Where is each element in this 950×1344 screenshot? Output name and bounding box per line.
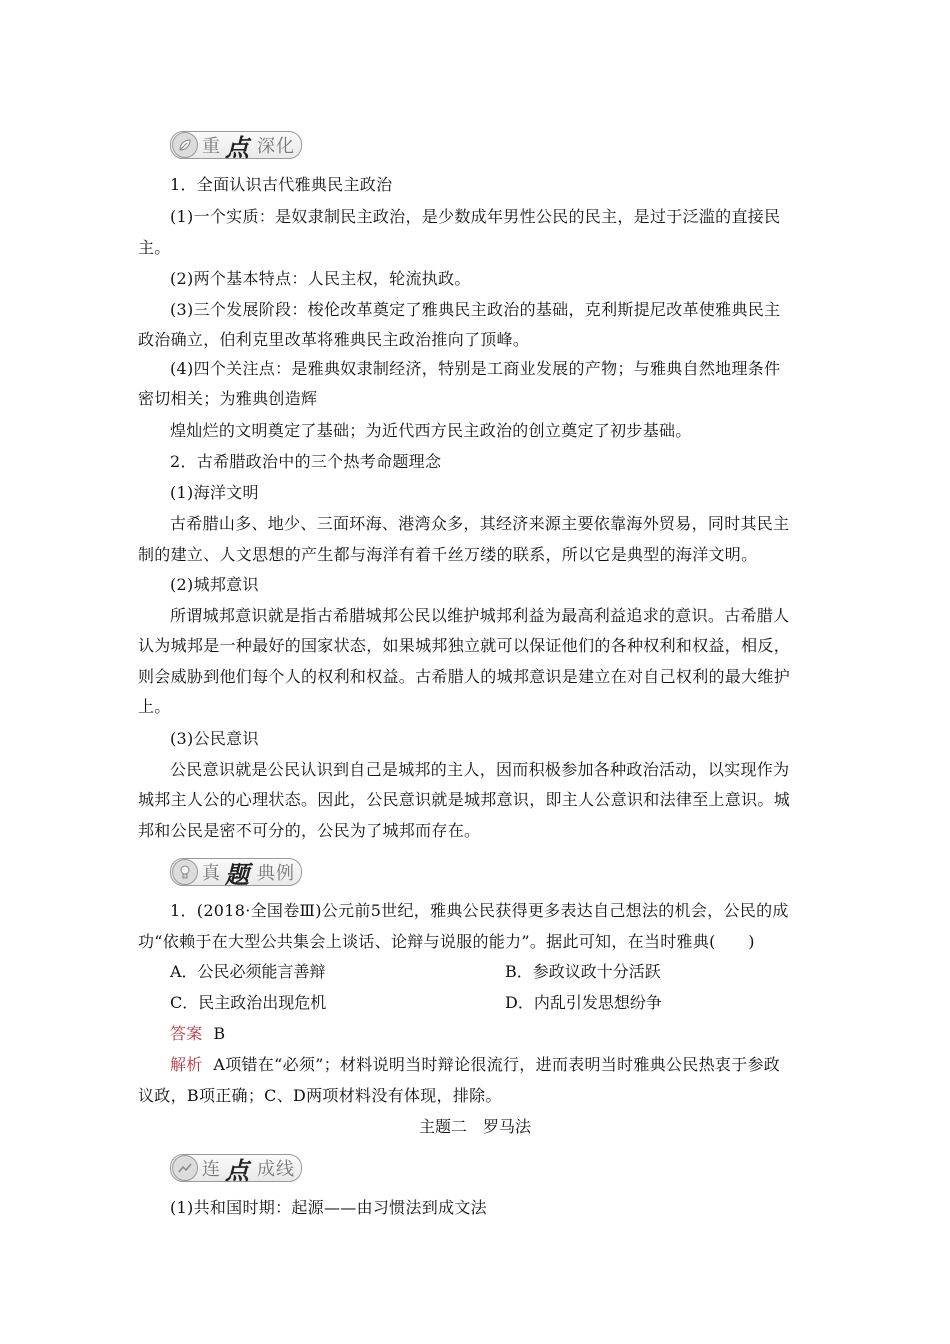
option-b: B．参政议政十分活跃 — [505, 962, 661, 981]
paragraph: 议政，B项正确；C、D两项材料没有体现，排除。 — [138, 1086, 502, 1105]
section-header-bold: 点 — [225, 132, 249, 162]
paragraph: 古希腊山多、地少、三面环海、港湾众多，其经济来源主要依靠海外贸易，同时其民主 — [170, 514, 790, 533]
paragraph: 制的建立、人文思想的产生都与海洋有着千丝万缕的联系，所以它是典型的海洋文明。 — [138, 545, 758, 564]
paragraph: 密切相关；为雅典创造辉 — [138, 389, 318, 408]
question-stem: 1．(2018·全国卷Ⅲ)公元前5世纪，雅典公民获得更多表达自己想法的机会，公民的成 — [170, 901, 789, 920]
paragraph: (4)四个关注点：是雅典奴隶制经济，特别是工商业发展的产物；与雅典自然地理条件 — [170, 359, 781, 378]
paragraph: 煌灿烂的文明奠定了基础；为近代西方民主政治的创立奠定了初步基础。 — [170, 421, 692, 440]
paragraph: 上。 — [138, 697, 171, 716]
paragraph: 所谓城邦意识就是指古希腊城邦公民以维护城邦利益为最高利益追求的意识。古希腊人 — [170, 606, 790, 625]
paragraph: (3)三个发展阶段：梭伦改革奠定了雅典民主政治的基础，克利斯提尼改革使雅典民主 — [170, 300, 781, 319]
subheading: (2)城邦意识 — [170, 575, 259, 594]
subheading: (3)公民意识 — [170, 729, 259, 748]
question-stem: 功“依赖于在大型公共集会上谈话、论辩与说服的能力”。据此可知，在当时雅典( ) — [138, 932, 755, 951]
option-a: A．公民必须能言善辩 — [170, 962, 326, 981]
section-header-post: 成线 — [257, 1159, 295, 1180]
paragraph: 城邦主人公的心理状态。因此，公民意识就是城邦意识，即主人公意识和法律至上意识。城 — [138, 790, 791, 809]
heading-1: 1．全面认识古代雅典民主政治 — [170, 175, 393, 194]
section-header-zhenti — [170, 858, 302, 889]
section-header-post: 深化 — [257, 136, 295, 157]
option-d: D．内乱引发思想纷争 — [505, 993, 662, 1012]
paragraph: 邦和公民是密不可分的，公民为了城邦而存在。 — [138, 821, 481, 840]
analysis-text: A项错在“必须”；材料说明当时辩论很流行，进而表明当时雅典公民热衷于参政 — [213, 1055, 781, 1074]
paragraph: 则会威胁到他们每个人的权利和权益。古希腊人的城邦意识是建立在对自己权利的最大维护 — [138, 667, 791, 686]
leaf-icon — [172, 132, 198, 158]
theme-title: 主题二 罗马法 — [418, 1117, 531, 1136]
paragraph: (1)共和国时期：起源——由习惯法到成文法 — [170, 1198, 487, 1217]
section-header-pre: 真 — [202, 863, 221, 884]
section-header-pre: 连 — [202, 1159, 221, 1180]
paragraph: (1)一个实质：是奴隶制民主政治，是少数成年男性公民的民主，是过于泛滥的直接民 — [170, 207, 781, 226]
answer-value: B — [213, 1024, 226, 1043]
section-header-post: 典例 — [257, 863, 295, 884]
paragraph: (2)两个基本特点：人民主权，轮流执政。 — [170, 269, 471, 288]
section-header-bold: 题 — [225, 859, 249, 889]
trend-line-icon — [172, 1155, 198, 1181]
option-c: C．民主政治出现危机 — [170, 993, 327, 1012]
answer-label: 答案 — [170, 1024, 203, 1043]
lightbulb-icon — [172, 859, 198, 885]
heading-2: 2．古希腊政治中的三个热考命题理念 — [170, 452, 442, 471]
section-header-bold: 点 — [225, 1155, 249, 1185]
paragraph: 认为城邦是一种最好的国家状态，如果城邦独立就可以保证他们的各种权利和权益，相反， — [138, 636, 791, 655]
section-header-zhongdian — [170, 131, 302, 162]
answer-line — [170, 1018, 850, 1049]
subheading: (1)海洋文明 — [170, 483, 259, 502]
section-header-pre: 重 — [202, 136, 221, 157]
paragraph: 主。 — [138, 238, 171, 257]
paragraph: 政治确立，伯利克里改革将雅典民主政治推向了顶峰。 — [138, 330, 530, 349]
paragraph: 公民意识就是公民认识到自己是城邦的主人，因而积极参加各种政治活动，以实现作为 — [170, 760, 790, 779]
analysis-label: 解析 — [170, 1055, 203, 1074]
analysis-line — [170, 1049, 850, 1080]
section-header-liandian — [170, 1154, 302, 1185]
